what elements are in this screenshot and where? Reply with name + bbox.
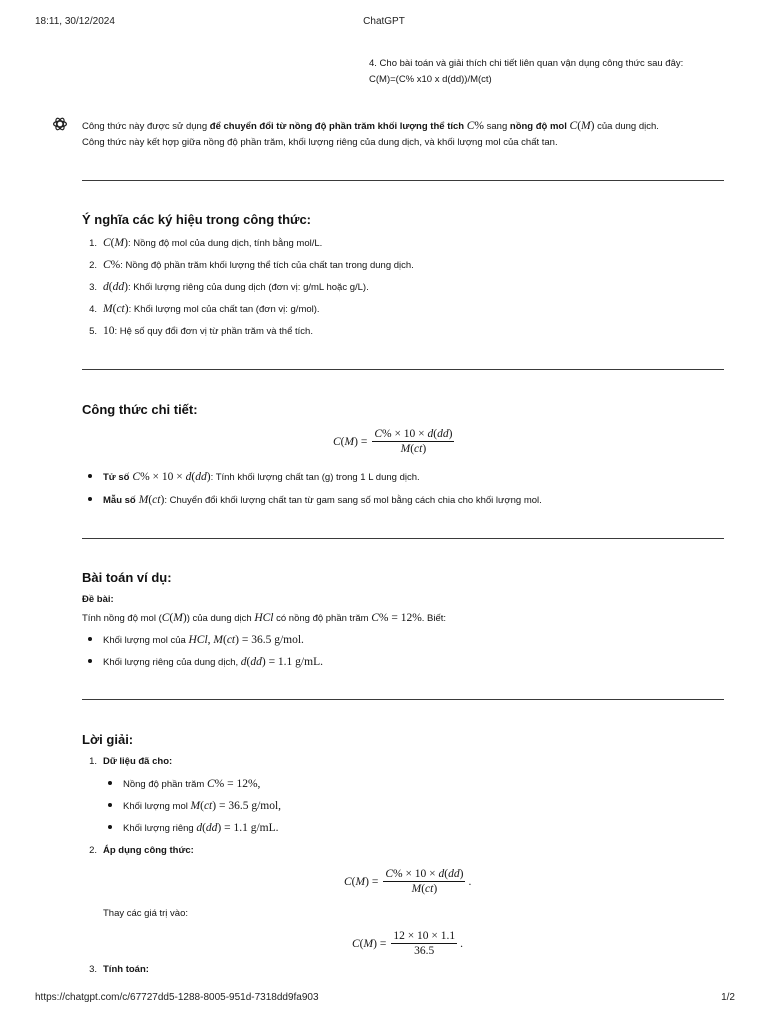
bullet-dot	[88, 474, 92, 478]
formula-period: .	[468, 875, 472, 888]
given-math: d(dd) = 1.1 g/mL.	[240, 656, 323, 668]
formula-denominator: 36.5	[414, 945, 435, 957]
statement-math: C% = 12%	[371, 612, 422, 624]
formula-lhs: C(M) =	[333, 435, 368, 448]
given-math: C% = 12%,	[206, 778, 261, 790]
symbol-math: C%	[103, 259, 121, 271]
bullet-dot	[88, 659, 92, 663]
symbol-math: C(M)	[103, 237, 128, 249]
intro-bold-text: để chuyển đổi từ nồng độ phần trăm khối lượng thể tích	[209, 121, 467, 132]
problem-statement	[82, 612, 446, 625]
list-item	[80, 237, 322, 250]
symbol-description: : Khối lượng riêng của dung dịch (đơn vị: g/mL hoặc g/L).	[127, 282, 369, 293]
statement-math: HCl	[254, 612, 274, 624]
intro-math-molarity: C(M)	[569, 120, 595, 132]
bullet-dot	[88, 497, 92, 501]
bullet-dot	[108, 781, 112, 785]
formula-numerator: C% × 10 × d(dd)	[385, 868, 464, 880]
formula-fraction	[383, 867, 465, 896]
list-number: 5.	[89, 326, 97, 337]
step-title: Áp dụng công thức:	[103, 845, 194, 856]
given-math: d(dd) = 1.1 g/mL.	[196, 822, 279, 834]
formula-numerator: C% × 10 × d(dd)	[374, 428, 453, 440]
given-math: M(ct) = 36.5 g/mol,	[190, 800, 282, 812]
footer-url-link[interactable]: https://chatgpt.com/c/67727dd5-1288-8005-951d-7318dd9fa903	[35, 992, 319, 1003]
main-formula	[333, 427, 457, 456]
section-heading-symbols: Ý nghĩa các ký hiệu trong công thức:	[82, 212, 311, 227]
list-number: 1.	[89, 756, 97, 767]
bullet-math: C% × 10 × d(dd)	[132, 471, 211, 483]
divider	[82, 180, 724, 181]
statement-text: có nồng độ phần trăm	[273, 613, 372, 624]
given-text: Nồng độ phần trăm	[123, 779, 207, 790]
solution-step	[80, 845, 194, 857]
bullet-dot	[88, 637, 92, 641]
intro-bold-text: nồng độ mol	[509, 121, 570, 132]
formula-period: .	[460, 937, 464, 950]
bullet-label: Tử số	[103, 472, 130, 483]
formula-numerator: 12 × 10 × 1.1	[393, 930, 456, 942]
step-title: Tính toán:	[103, 964, 149, 975]
page-number: 1/2	[721, 992, 735, 1003]
given-text: Khối lượng riêng của dung dịch,	[103, 657, 241, 668]
bullet-text: : Tính khối lượng chất tan (g) trong 1 L dung dịch.	[210, 472, 420, 483]
symbol-math: 10	[103, 325, 115, 337]
bullet-item	[88, 656, 323, 669]
statement-math: C(M)	[161, 612, 187, 624]
chatgpt-logo-icon	[52, 116, 68, 132]
given-math: HCl, M(ct) = 36.5 g/mol.	[188, 634, 304, 646]
symbol-description: : Nồng độ mol của dung dịch, tính bằng mol/L.	[127, 238, 323, 249]
problem-label: Đề bài:	[82, 594, 114, 605]
section-heading-formula: Công thức chi tiết:	[82, 402, 198, 417]
page-title: ChatGPT	[363, 16, 405, 27]
substituted-formula	[352, 929, 463, 958]
formula-denominator: M(ct)	[411, 883, 438, 895]
solution-step	[80, 756, 172, 768]
list-number: 1.	[89, 238, 97, 249]
intro-text: sang	[484, 121, 510, 132]
list-item	[80, 303, 320, 316]
user-message-line-1: 4. Cho bài toán và giải thích chi tiết liên quan vận dụng công thức sau đây:	[369, 58, 684, 69]
bullet-dot	[108, 825, 112, 829]
bullet-text: : Chuyển đổi khối lượng chất tan từ gam sang số mol bằng cách chia cho khối lượng mol.	[164, 495, 542, 506]
list-number: 2.	[89, 845, 97, 856]
bullet-item	[88, 471, 420, 484]
given-text: Khối lượng riêng	[123, 823, 197, 834]
given-text: Khối lượng mol của	[103, 635, 189, 646]
bullet-math: M(ct)	[138, 494, 165, 506]
intro-math-percent: C%	[466, 120, 484, 132]
formula-fraction	[372, 427, 454, 456]
symbol-description: : Hệ số quy đổi đơn vị từ phần trăm và thể tích.	[114, 326, 313, 337]
given-text: Khối lượng mol	[123, 801, 191, 812]
list-number: 4.	[89, 304, 97, 315]
list-item	[80, 259, 414, 272]
sub-bullet-item	[108, 800, 281, 813]
formula-lhs: C(M) =	[352, 937, 387, 950]
bullet-label: Mẫu số	[103, 495, 136, 506]
section-heading-solution: Lời giải:	[82, 732, 134, 747]
symbol-description: : Nồng độ phần trăm khối lượng thể tích của chất tan trong dung dịch.	[120, 260, 414, 271]
sub-bullet-item	[108, 778, 260, 791]
divider	[82, 699, 724, 700]
list-item	[80, 325, 313, 338]
intro-line-2: Công thức này kết hợp giữa nồng độ phần trăm, khối lượng riêng của dung dịch, và khối lượng mol của chất tan.	[82, 137, 558, 148]
user-message-line-2: C(M)=(C% x10 x d(dd))/M(ct)	[369, 74, 492, 85]
list-number: 3.	[89, 282, 97, 293]
symbol-description: : Khối lượng mol của chất tan (đơn vị: g/mol).	[128, 304, 320, 315]
intro-text: Công thức này được sử dụng	[82, 121, 210, 132]
bullet-dot	[108, 803, 112, 807]
solution-step	[80, 964, 149, 976]
divider	[82, 538, 724, 539]
substitution-note: Thay các giá trị vào:	[103, 908, 189, 919]
list-item	[80, 281, 369, 294]
list-number: 2.	[89, 260, 97, 271]
applied-formula	[344, 867, 471, 896]
intro-text: của dung dịch.	[594, 121, 659, 132]
statement-text: . Biết:	[421, 613, 447, 624]
intro-line-1	[82, 120, 659, 133]
statement-text: Tính nồng độ mol (	[82, 613, 162, 624]
divider	[82, 369, 724, 370]
symbol-math: M(ct)	[103, 303, 129, 315]
bullet-item	[88, 494, 542, 507]
formula-lhs: C(M) =	[344, 875, 379, 888]
statement-text: ) của dung dịch	[186, 613, 255, 624]
formula-denominator: M(ct)	[400, 443, 427, 455]
print-datetime: 18:11, 30/12/2024	[35, 16, 115, 27]
formula-fraction	[391, 929, 457, 958]
section-heading-example: Bài toán ví dụ:	[82, 570, 172, 585]
sub-bullet-item	[108, 822, 279, 835]
bullet-item	[88, 634, 304, 647]
step-title: Dữ liệu đã cho:	[103, 756, 173, 767]
symbol-math: d(dd)	[103, 281, 128, 293]
list-number: 3.	[89, 964, 97, 975]
